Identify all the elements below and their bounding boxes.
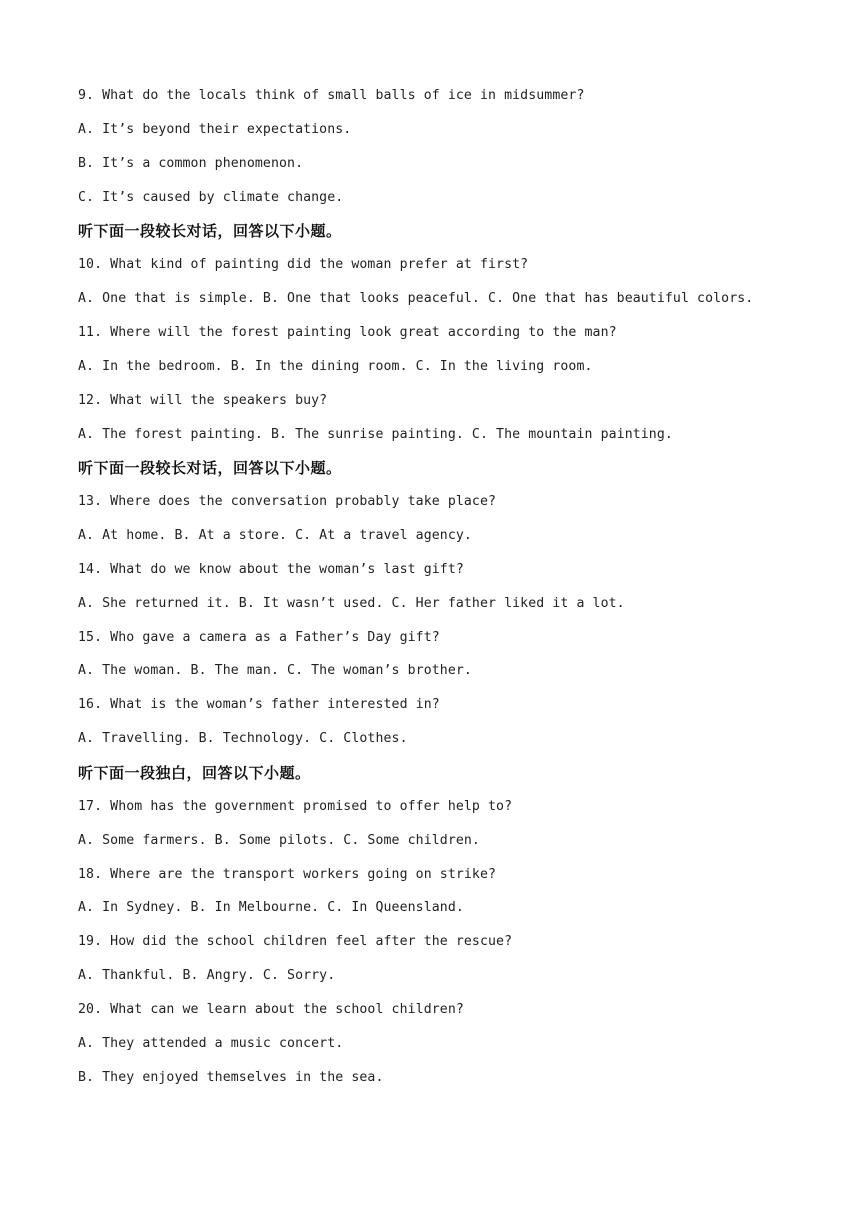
question-text: 12. What will the speakers buy? [78,393,328,408]
question-text: 20. What can we learn about the school children? [78,1002,464,1017]
question-text: 10. What kind of painting did the woman prefer at first? [78,257,529,272]
answer-options: B. They enjoyed themselves in the sea. [78,1070,384,1085]
answer-options: A. One that is simple. B. One that looks peaceful. C. One that has beautiful colors. [78,291,754,306]
answer-options: A. The forest painting. B. The sunrise painting. C. The mountain painting. [78,427,673,442]
question-text: 11. Where will the forest painting look great according to the man? [78,325,617,340]
question-text: 19. How did the school children feel after the rescue? [78,934,513,949]
answer-options: A. At home. B. At a store. C. At a travel agency. [78,528,472,543]
answer-options: A. It’s beyond their expectations. [78,122,352,137]
answer-options: A. Thankful. B. Angry. C. Sorry. [78,968,336,983]
question-text: 13. Where does the conversation probably take place? [78,494,497,509]
section-instruction: 听下面一段较长对话，回答以下小题。 [78,222,342,240]
question-text: 16. What is the woman’s father interested in? [78,697,440,712]
answer-options: A. In the bedroom. B. In the dining room. C. In the living room. [78,359,593,374]
section-instruction: 听下面一段独白，回答以下小题。 [78,764,311,782]
answer-options: A. Some farmers. B. Some pilots. C. Some children. [78,833,480,848]
question-text: 9. What do the locals think of small balls of ice in midsummer? [78,88,585,103]
answer-options: A. The woman. B. The man. C. The woman’s brother. [78,663,472,678]
question-text: 17. Whom has the government promised to offer help to? [78,799,513,814]
answer-options: B. It’s a common phenomenon. [78,156,304,171]
section-instruction: 听下面一段较长对话，回答以下小题。 [78,459,342,477]
answer-options: A. They attended a music concert. [78,1036,344,1051]
question-text: 15. Who gave a camera as a Father’s Day gift? [78,630,440,645]
answer-options: A. Travelling. B. Technology. C. Clothes. [78,731,408,746]
answer-options: A. In Sydney. B. In Melbourne. C. In Queensland. [78,900,464,915]
question-text: 14. What do we know about the woman’s last gift? [78,562,464,577]
question-text: 18. Where are the transport workers going on strike? [78,867,497,882]
answer-options: A. She returned it. B. It wasn’t used. C. Her father liked it a lot. [78,596,625,611]
answer-options: C. It’s caused by climate change. [78,190,344,205]
